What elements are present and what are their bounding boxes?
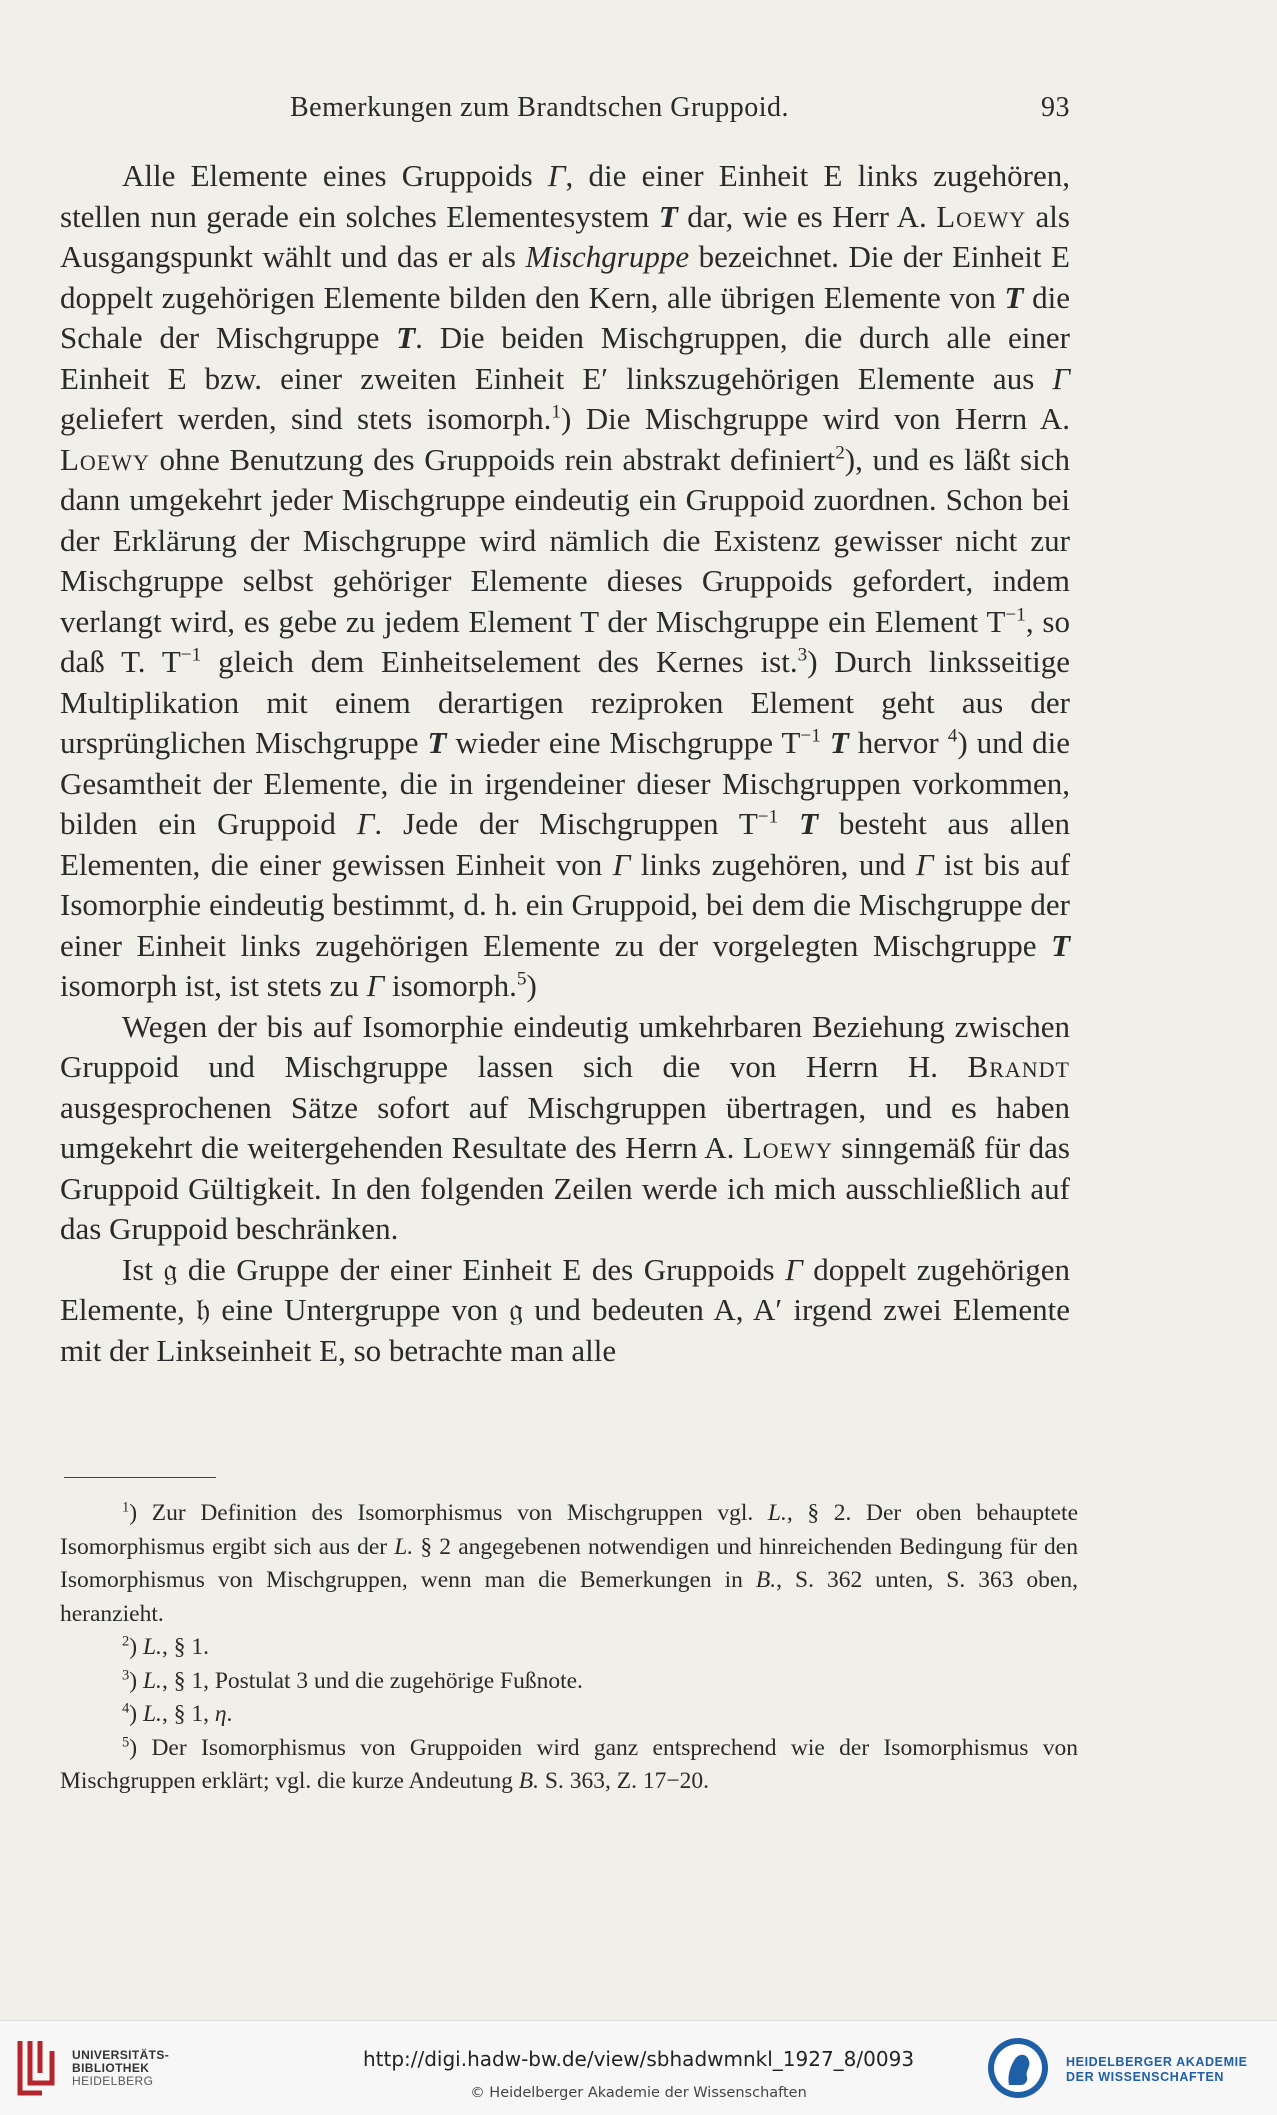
footnote-ref-2: 2 — [835, 441, 845, 463]
paragraph-1: Alle Elemente eines Gruppoids Γ, die einer Einheit E links zugehören, stellen nun gerade ein solches Elementesystem T dar, wie es Herr A. Loewy als Ausgangspunkt wählt und das er als Mischgruppe bezeichnet. Die der Einheit E doppelt zugehörigen Elemente bilden den Kern, alle übrigen Elemente von T die Schale der Mischgruppe T. Die beiden Mischgruppen, die durch alle einer Einheit E bzw. einer zweiten Einheit E′ linkszugehörigen Elemente aus Γ geliefert werden, sind stets isomorph.$^1$) Die Mischgruppe wird von Herrn A. Loewy ohne Benutzung des Gruppoids rein abstrakt definiert$^2$), und es läßt sich dann umgekehrt jeder Mischgruppe eindeutig ein Gruppoid zuordnen. Schon bei der Erklärung der Mischgruppe wird nämlich die Existenz gewisser nicht zur Mischgruppe selbst gehöriger Elemente dieses Gruppoids gefordert, indem verlangt wird, es gebe zu jedem Element T der Mischgruppe ein Element $T^{-1}$, so daß T. $T^{-1}$ gleich dem Einheitselement des Kernes ist.$^3$) Durch linksseitige Multiplikation mit einem derartigen reziproken Element geht aus der ursprünglichen Mischgruppe T wieder eine Mischgruppe $T^{-1}$ T hervor $^4$) und die Gesamtheit der Elemente, die in irgendeiner dieser Mischgruppen vorkommen, bilden ein Gruppoid Γ. Jede der Mischgruppen $T^{-1}$ T besteht aus allen Elementen, die einer gewissen Einheit von Γ links zugehören, und Γ ist bis auf Isomorphie eindeutig bestimmt, d. h. ein Gruppoid, bei dem die Mischgruppe der einer Einheit links zugehörigen Elemente zu der vorgelegten Mischgruppe T isomorph ist, ist stets zu Γ isomorph.$^5$) — [60, 158, 1071, 1003]
paragraph-3: Ist 𝔤 die Gruppe der einer Einheit E des Gruppoids Γ doppelt zugehörigen Elemente, 𝔥 eine Untergruppe von 𝔤 und bedeuten A, A′ irgend zwei Elemente mit der Linkseinheit E, so betrachte man alle — [60, 1251, 1071, 1368]
footnote-ref-1: 1 — [551, 401, 562, 423]
permalink-url[interactable]: http://digi.hadw-bw.de/view/sbhadwmnkl_1927_8/0093 — [362, 2047, 915, 2071]
academy-seal-icon[interactable] — [985, 2035, 1051, 2101]
page-number: 93 — [1041, 92, 1070, 123]
footnote-ref-5: 5 — [516, 968, 527, 990]
footnote-3: $^3$) L., § 1, Postulat 3 und die zugehörige Fußnote. — [122, 1666, 583, 1694]
footnote-ref-4: 4 — [947, 725, 958, 747]
academy-name: HEIDELBERGER AKADEMIE DER WISSENSCHAFTEN — [1066, 2055, 1248, 2084]
footnote-ref-3: 3 — [797, 644, 808, 666]
footnote-2: $^2$) L., § 1. — [122, 1633, 209, 1660]
footnote-4: $^4$) L., § 1, η. — [122, 1700, 233, 1727]
footnote-rule — [64, 1477, 216, 1478]
copyright-notice: © Heidelberger Akademie der Wissenschaften — [470, 2085, 807, 2101]
viewer-footer — [0, 2020, 1277, 2115]
university-library-name: UNIVERSITÄTS- BIBLIOTHEK HEIDELBERG — [72, 2048, 170, 2088]
footnotes — [60, 1497, 1078, 1799]
paragraph-2: Wegen der bis auf Isomorphie eindeutig umkehrbaren Beziehung zwischen Gruppoid und Mischgruppe lassen sich die von Herrn H. Brandt ausgesprochenen Sätze sofort auf Mischgruppen übertragen, und es haben umgekehrt die weitergehenden Resultate des Herrn A. Loewy sinngemäß für das Gruppoid Gültigkeit. In den folgenden Zeilen werde ich mich ausschließlich auf das Gruppoid beschränken. — [60, 1008, 1070, 1246]
body-text — [60, 156, 1070, 1371]
footnote-1: $^1$) Zur Definition des Isomorphismus von Mischgruppen vgl. L., § 2. Der oben behauptete Isomorphismus ergibt sich aus der L. § 2 angegebenen notwendigen und hinreichenden Bedingung für den Isomorphismus von Mischgruppen, wenn man die Bemerkungen in B., S. 362 unten, S. 363 oben, heranzieht. — [60, 1499, 1078, 1627]
running-head-title: Bemerkungen zum Brandtschen Gruppoid. — [290, 92, 790, 123]
footnote-5: $^5$) Der Isomorphismus von Gruppoiden wird ganz entsprechend wie der Isomorphismus von Mischgruppen erklärt; vgl. die kurze Andeutung B. S. 363, Z. 17−20. — [60, 1733, 1078, 1794]
